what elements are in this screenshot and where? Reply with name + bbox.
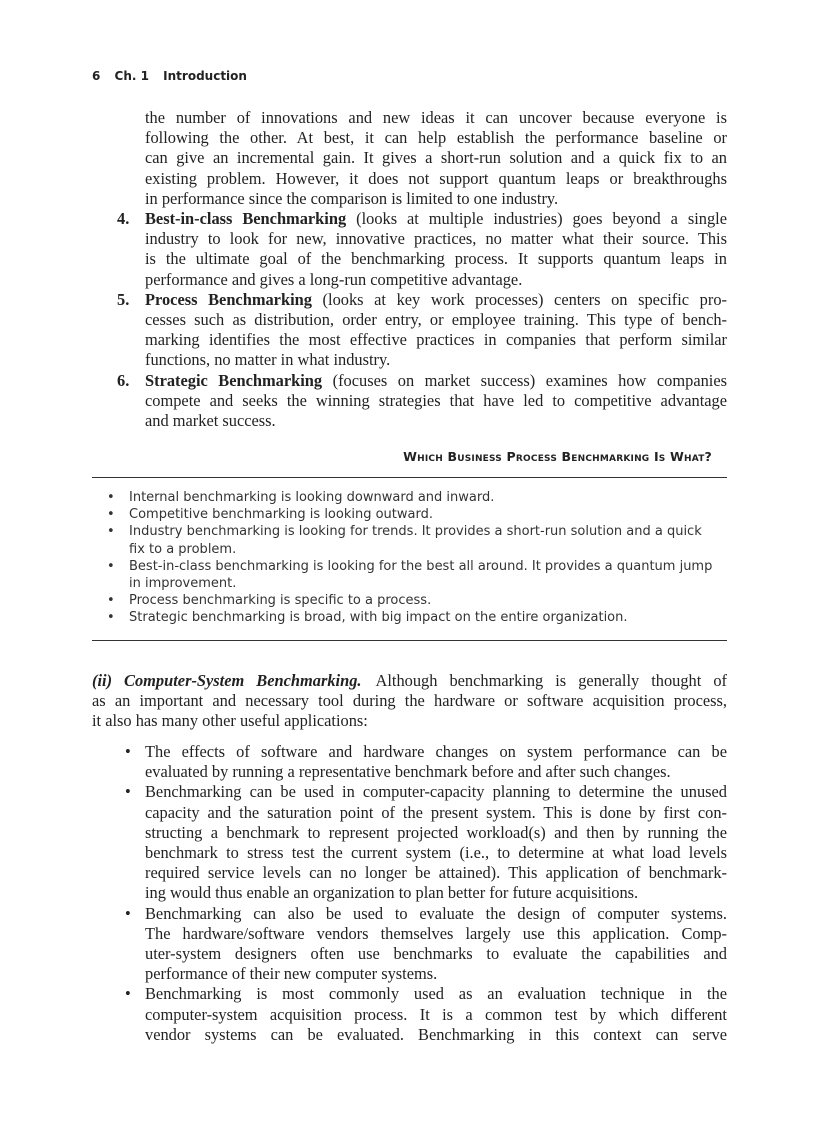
text-line: computer-system acquisition process. It is a common test by which different bbox=[145, 1004, 727, 1024]
chapter-title: Introduction bbox=[163, 69, 247, 83]
text-line: existing problem. However, it does not support quantum leaps or breakthroughs bbox=[145, 168, 727, 188]
box-item: • Process benchmarking is specific to a process. bbox=[107, 593, 432, 609]
text-line: performance of their new computer systems. bbox=[145, 964, 438, 984]
bullet-item bbox=[125, 782, 727, 903]
box-bottom-rule bbox=[92, 640, 727, 641]
bullet-list bbox=[125, 742, 727, 1045]
box-item: • Internal benchmarking is looking downward and inward. bbox=[107, 490, 495, 505]
text-line: vendor systems can be evaluated. Benchmarking in this context can serve bbox=[145, 1024, 727, 1044]
bullet-item bbox=[125, 903, 727, 985]
text-line: Benchmarking can also be used to evaluate the design of computer systems. bbox=[145, 903, 727, 923]
text-line: The hardware/software vendors themselves largely use this application. Comp- bbox=[145, 923, 727, 943]
text-line: marking identifies the most effective practices in companies that perform similar bbox=[145, 330, 727, 350]
continuation-paragraph bbox=[145, 108, 727, 209]
text-line: structing a benchmark to represent projected workload(s) and then by running the bbox=[145, 822, 727, 842]
text-line: The effects of software and hardware changes on system performance can be bbox=[145, 742, 727, 761]
bullet-item bbox=[125, 742, 727, 782]
text-line: uter-system designers often use benchmarks to evaluate the capabilities and bbox=[145, 944, 727, 964]
box-item: • Industry benchmarking is looking for trends. It provides a short-run solution and a quick fix to a problem. bbox=[107, 524, 702, 557]
text-line: Benchmarking is most commonly used as an evaluation technique in the bbox=[145, 984, 727, 1004]
item-text: (looks at key work processes) centers on specific pro- bbox=[311, 289, 727, 309]
text-line: evaluated by running a representative benchmark before and after such changes. bbox=[145, 762, 671, 782]
item-term: Process Benchmarking bbox=[145, 289, 312, 309]
text-line: industry to look for new, innovative practices, no matter what their source. This bbox=[145, 229, 727, 249]
bullet-icon: • bbox=[125, 984, 131, 1004]
sidebar-box-list bbox=[107, 489, 715, 627]
item-text: (looks at multiple industries) goes beyond a single bbox=[346, 209, 728, 228]
page-number: 6 bbox=[92, 69, 101, 83]
section-paragraph bbox=[92, 671, 727, 732]
chapter-label: Ch. 1 bbox=[114, 69, 149, 83]
list-item bbox=[117, 209, 728, 290]
text-line: Benchmarking can be used in computer-capacity planning to determine the unused bbox=[145, 782, 727, 802]
text-line: can give an incremental gain. It gives a short-run solution and a quick fix to an bbox=[145, 148, 727, 168]
running-header bbox=[92, 69, 257, 83]
text-line: compete and seeks the winning strategies that have led to competitive advantage bbox=[145, 390, 727, 410]
text-line: capacity and the saturation point of the present system. This is done by first con- bbox=[145, 802, 727, 822]
section-text: Although benchmarking is generally thought of bbox=[375, 671, 727, 690]
box-top-rule bbox=[92, 477, 727, 478]
sidebar-box-title: Which Business Process Benchmarking Is What? bbox=[403, 449, 712, 464]
box-item: • Competitive benchmarking is looking outward. bbox=[107, 507, 433, 523]
box-item: • Strategic benchmarking is broad, with big impact on the entire organization. bbox=[107, 610, 628, 626]
text-line: cesses such as distribution, order entry, or employee training. This type of bench- bbox=[145, 310, 727, 330]
item-number: 6. bbox=[117, 370, 130, 390]
text-line: functions, no matter in what industry. bbox=[145, 350, 391, 370]
text-line: and market success. bbox=[145, 411, 276, 431]
numbered-list bbox=[117, 209, 728, 431]
section-heading: (ii) Computer-System Benchmarking. bbox=[92, 671, 362, 690]
box-item: • Best-in-class benchmarking is looking for the best all around. It provides a quantum jump in improvement. bbox=[107, 558, 713, 592]
text-line: performance and gives a long-run competitive advantage. bbox=[145, 269, 523, 289]
bullet-item bbox=[125, 984, 727, 1045]
text-line: benchmark to stress test the current system (i.e., to determine at what load levels bbox=[145, 843, 727, 863]
list-item bbox=[117, 289, 727, 371]
text-line: ing would thus enable an organization to plan better for future acquisitions. bbox=[145, 883, 639, 903]
bullet-icon: • bbox=[125, 782, 131, 802]
text-line: in performance since the comparison is limited to one industry. bbox=[145, 188, 559, 208]
text-line: is the ultimate goal of the benchmarking process. It supports quantum leaps in bbox=[145, 249, 727, 269]
item-text: (focuses on market success) examines how companies bbox=[322, 370, 727, 390]
text-line: it also has many other useful applications: bbox=[92, 711, 368, 731]
text-line: as an important and necessary tool during the hardware or software acquisition process, bbox=[92, 691, 727, 711]
item-term: Strategic Benchmarking bbox=[145, 370, 323, 390]
text-line: the number of innovations and new ideas it can uncover because everyone is bbox=[145, 108, 727, 127]
item-number: 4. bbox=[117, 209, 130, 228]
list-item bbox=[117, 370, 727, 432]
item-term: Best-in-class Benchmarking bbox=[145, 209, 347, 228]
text-line: following the other. At best, it can help establish the performance baseline or bbox=[145, 128, 727, 148]
text-line: required service levels can no longer be attained). This application of benchmark- bbox=[145, 863, 727, 883]
bullet-icon: • bbox=[125, 903, 131, 923]
item-number: 5. bbox=[117, 289, 130, 309]
bullet-icon: • bbox=[125, 742, 131, 761]
